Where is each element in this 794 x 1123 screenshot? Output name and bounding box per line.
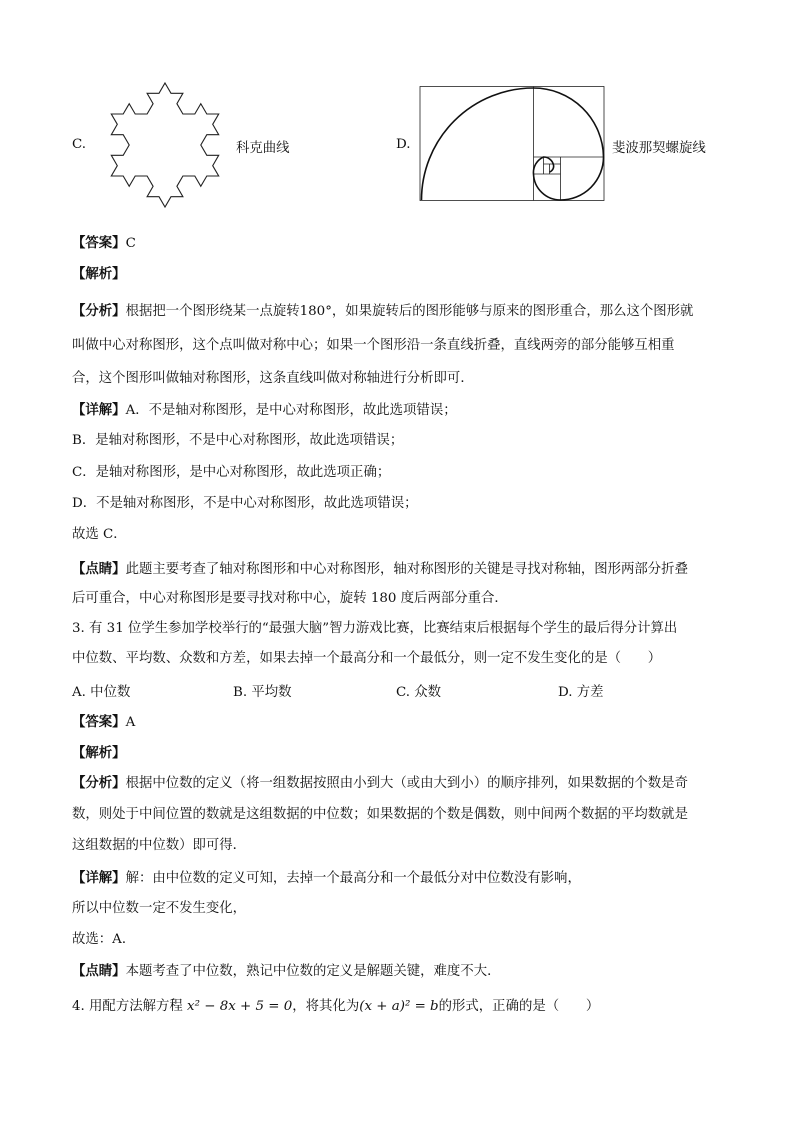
q3-answer-value: A xyxy=(125,715,136,730)
q2-fenxi-line1 xyxy=(72,301,693,322)
q4-equation: x² − 8x + 5 = 0 xyxy=(187,999,293,1014)
q2-dianjing-text1: 此题主要考查了轴对称图形和中心对称图形，轴对称图形的关键是寻找对称轴，图形两部分折叠 xyxy=(125,562,688,577)
q2-fenxi-tag: 【分析】 xyxy=(72,303,126,319)
q2-answer-tag: 【答案】 xyxy=(72,235,126,251)
q2-conclusion: 故选 C． xyxy=(72,527,127,542)
q3-stem-line1: 3. 有 31 位学生参加学校举行的“最强大脑”智力游戏比赛，比赛结束后根据每个学生的最后得分计算出 xyxy=(72,621,678,636)
q3-dianjing-tag: 【点睛】 xyxy=(72,963,126,979)
q3-conclusion: 故选：A． xyxy=(72,932,136,947)
koch-snowflake-figure xyxy=(95,70,235,220)
q3-fenxi-line3: 这组数据的中位数）即可得． xyxy=(72,838,247,853)
q3-option-d: D. 方差 xyxy=(558,685,604,700)
q3-dianjing-text1: 本题考查了中位数，熟记中位数的定义是解题关键，难度不大． xyxy=(125,964,501,979)
q4-stem-suffix: 的形式，正确的是（ ） xyxy=(438,999,600,1014)
q2-analysis-tag: 【解析】 xyxy=(72,266,126,282)
q3-xiangjie-line2: 所以中位数一定不发生变化， xyxy=(72,901,247,916)
q3-stem-line2: 中位数、平均数、众数和方差，如果去掉一个最高分和一个最低分，则一定不发生变化的是（ ） xyxy=(72,651,662,666)
q2-answer-value: C xyxy=(125,236,136,251)
q3-xiangjie-line1 xyxy=(72,868,581,889)
q3-option-a: A. 中位数 xyxy=(72,685,131,700)
q3-dianjing-line1 xyxy=(72,961,501,982)
q2-fenxi-text1: 根据把一个图形绕某一点旋转180°，如果旋转后的图形能够与原来的图形重合，那么这个图形就 xyxy=(125,304,694,319)
q3-analysis-tag: 【解析】 xyxy=(72,745,126,761)
option-c-label: C. xyxy=(72,137,87,152)
fibonacci-spiral-figure xyxy=(419,86,609,202)
q4-stem-middle: ，将其化为 xyxy=(292,999,360,1014)
q2-xiangjie-b: B．是轴对称图形，不是中心对称图形，故此选项错误； xyxy=(72,433,404,448)
fibonacci-spiral-caption: 斐波那契螺旋线 xyxy=(612,141,706,156)
q2-xiangjie-c: C．是轴对称图形，是中心对称图形，故此选项正确； xyxy=(72,465,391,480)
q3-answer-tag: 【答案】 xyxy=(72,714,126,730)
q3-answer-row xyxy=(72,712,135,733)
q3-xiangjie-tag: 【详解】 xyxy=(72,870,126,886)
q2-answer-row xyxy=(72,233,136,254)
q2-dianjing-tag: 【点睛】 xyxy=(72,561,126,577)
q3-xiangjie-text1: 解：由中位数的定义可知，去掉一个最高分和一个最低分对中位数没有影响， xyxy=(125,871,581,886)
q2-fenxi-line3: 合，这个图形叫做轴对称图形，这条直线叫做对称轴进行分析即可． xyxy=(72,371,474,386)
q2-xiangjie-a xyxy=(72,400,457,421)
q2-dianjing-line2: 后可重合，中心对称图形是要寻找对称中心，旋转 180 度后两部分重合． xyxy=(72,591,508,606)
q2-xiangjie-a-text: A．不是轴对称图形，是中心对称图形，故此选项错误； xyxy=(125,403,457,418)
q3-fenxi-tag: 【分析】 xyxy=(72,775,126,791)
q3-option-b: B. 平均数 xyxy=(233,685,292,700)
koch-curve-caption: 科克曲线 xyxy=(236,141,290,156)
q4-form: (x + a)² = b xyxy=(359,999,439,1014)
option-d-label: D. xyxy=(396,137,411,152)
q2-xiangjie-tag: 【详解】 xyxy=(72,402,126,418)
q2-dianjing-line1 xyxy=(72,559,688,580)
q2-fenxi-line2: 叫做中心对称图形，这个点叫做对称中心；如果一个图形沿一条直线折叠，直线两旁的部分能够互相重 xyxy=(72,338,675,353)
q4-stem-prefix: 4. 用配方法解方程 xyxy=(72,999,183,1014)
q4-stem xyxy=(72,997,599,1017)
q3-option-c: C. 众数 xyxy=(396,685,442,700)
q3-fenxi-line2: 数，则处于中间位置的数就是这组数据的中位数；如果数据的个数是偶数，则中间两个数据的平均数就是 xyxy=(72,807,688,822)
q3-fenxi-line1 xyxy=(72,773,688,794)
q3-fenxi-text1: 根据中位数的定义（将一组数据按照由小到大（或由大到小）的顺序排列，如果数据的个数是奇 xyxy=(125,776,688,791)
q2-xiangjie-d: D．不是轴对称图形，不是中心对称图形，故此选项错误； xyxy=(72,496,418,511)
